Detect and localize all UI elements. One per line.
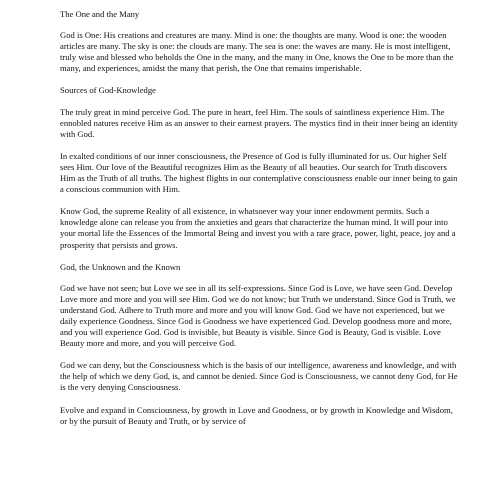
paragraph: God we have not seen; but Love we see in all its self-expressions. Since God is Love, we have seen God. Develop Love more and more and you will see Him. God we do not know; but Truth we understand. Since God is Truth, we understand God. Adhere to Truth more and more and you will know God. God we have not experienced, but we daily experience Goodness. Since God is Goodness we have experienced God. Develop goodness more and more, and you will experience God. God is invisible, but Beauty is visible. Since God is Beauty, God is visible. Love Beauty more and more, and you will perceive God.	[60, 282, 456, 349]
paragraph: God is One: His creations and creatures are many. Mind is one: the thoughts are many. Wood is one: the wooden articles are many. The sky is one: the clouds are many. The sea is one: the waves are many. He is most intelligent, truly wise and blessed who beholds the One in the many, and the many in One, knows the One to be more than the many, and experiences, amidst the many that perish, the One that remains imperishable.	[60, 30, 454, 74]
section-heading: God, the Unknown and the Known	[60, 261, 181, 272]
paragraph: In exalted conditions of our inner consciousness, the Presence of God is fully illuminated for us. Our higher Self sees Him. Our love of the Beautiful recognizes Him as the Beauty of all beauties. Our search for Truth discovers Him as the Truth of all truths. The highest flights in our contemplative consciousness enable our inner being to gain a conscious communion with Him.	[60, 150, 458, 195]
paragraph: God we can deny, but the Consciousness which is the basis of our intelligence, awareness and knowledge, and with the help of which we deny God, is, and cannot be denied. Since God is Consciousness, we cannot deny God, for He is the very denying Consciousness.	[60, 360, 458, 393]
document-body	[60, 9, 460, 438]
section-heading: The One and the Many	[60, 9, 140, 19]
paragraph: Evolve and expand in Consciousness, by growth in Love and Goodness, or by growth in Knowledge and Wisdom, or by the pursuit of Beauty and Truth, or by service of	[60, 404, 453, 426]
paragraph: The truly great in mind perceive God. The pure in heart, feel Him. The souls of saintliness experience Him. The ennobled natures receive Him as an answer to their earnest prayers. The mystics find in their inner being an identity with God.	[60, 106, 458, 139]
paragraph: Know God, the supreme Reality of all existence, in whatsoever way your inner endowment permits. Such a knowledge alone can release you from the anxieties and gears that characterize the human mind. It will pour into your mortal life the Essences of the Immortal Being and invest you with a rare grace, power, light, peace, joy and a prosperity that persists and grows.	[60, 206, 456, 250]
section-heading: Sources of God-Knowledge	[60, 85, 156, 96]
